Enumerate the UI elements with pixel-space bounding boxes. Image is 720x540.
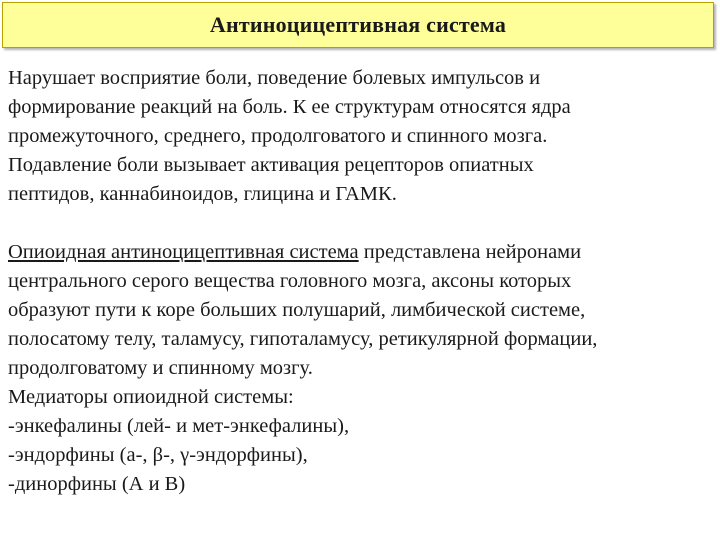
mediator-item: -энкефалины (лей- и мет-энкефалины), — [8, 415, 350, 437]
mediator-item: -эндорфины (а-, β-, γ-эндорфины), — [8, 444, 308, 466]
page-title: Антиноцицептивная система — [209, 12, 507, 37]
paragraph-pain-perception — [8, 64, 714, 209]
paragraph2-line: полосатому телу, таламусу, гипоталамусу, ретикулярной формации, — [8, 328, 598, 350]
paragraph2-line: продолговатому и спинному мозгу. — [8, 357, 313, 379]
paragraph1-line: формирование реакций на боль. К ее структурам относятся ядра — [8, 96, 571, 118]
paragraph2-line: центрального серого вещества головного мозга, аксоны которых — [8, 270, 572, 292]
paragraph2-first-line-rest: представлена нейронами — [358, 241, 582, 263]
paragraph1-line: промежуточного, среднего, продолговатого и спинного мозга. — [8, 125, 548, 147]
opioid-system-term: Опиоидная антиноцицептивная система — [8, 241, 359, 263]
mediator-item: -динорфины (А и В) — [8, 473, 186, 495]
mediators-heading: Медиаторы опиоидной системы: — [8, 386, 294, 408]
paragraph1-line: Нарушает восприятие боли, поведение болевых импульсов и — [8, 67, 541, 89]
paragraph-opioid-system — [8, 238, 714, 499]
paragraph1-line: Подавление боли вызывает активация рецепторов опиатных — [8, 154, 534, 176]
paragraph1-line: пептидов, каннабиноидов, глицина и ГАМК. — [8, 183, 397, 205]
title-box — [2, 2, 714, 48]
paragraph2-first-line — [8, 238, 714, 267]
paragraph2-line: образуют пути к коре больших полушарий, лимбической системе, — [8, 299, 586, 321]
